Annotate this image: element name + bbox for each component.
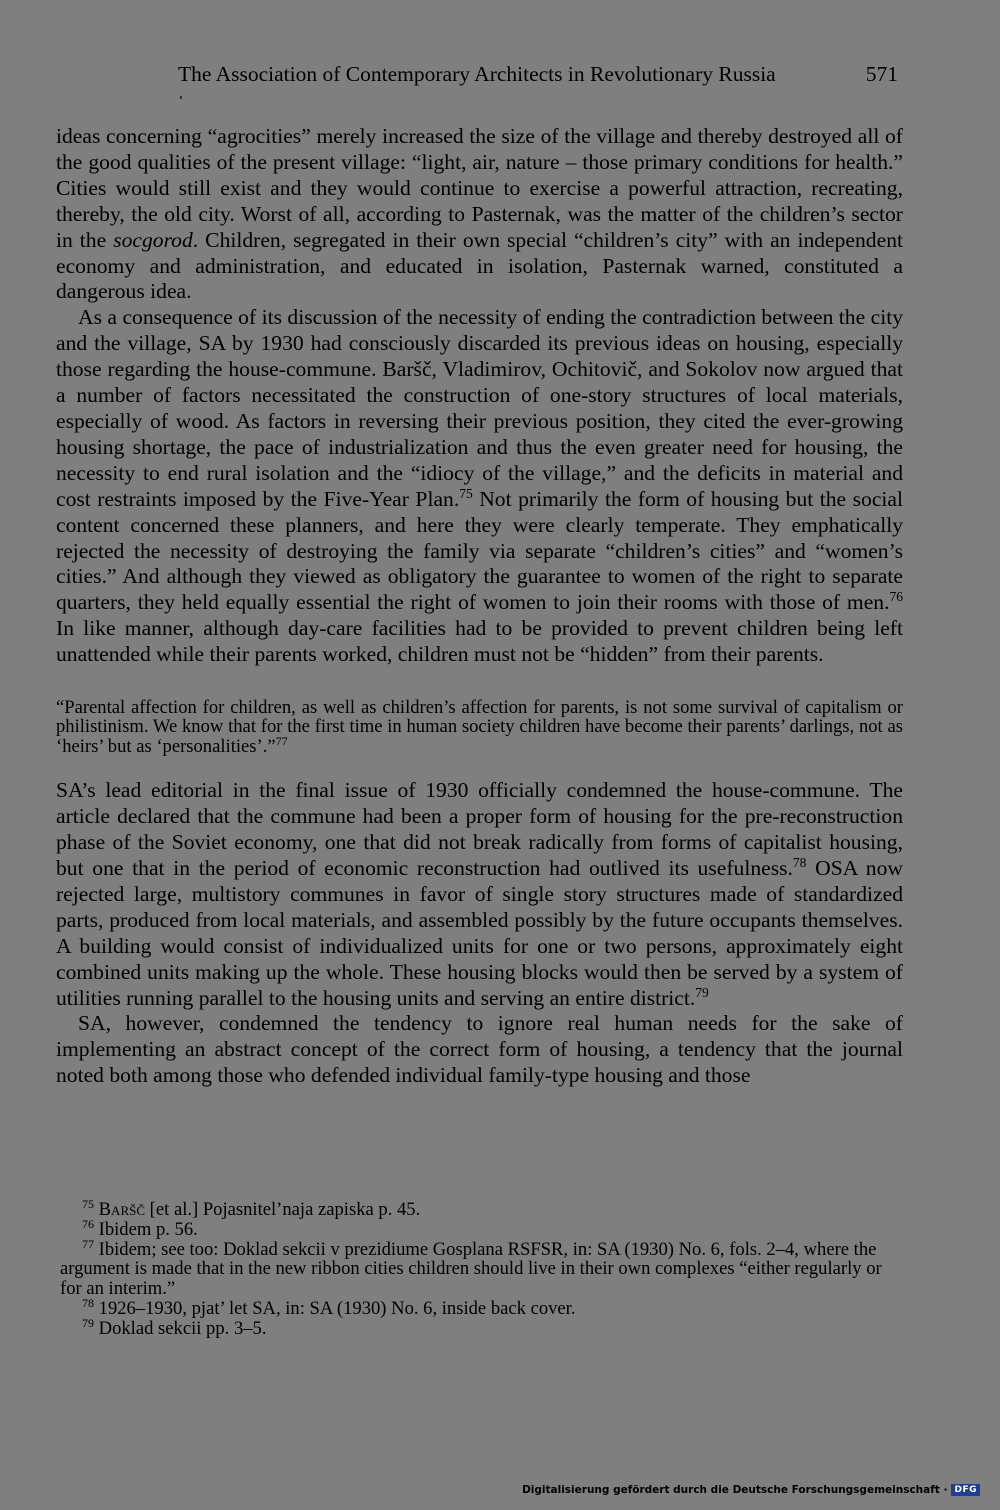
footnote-ref[interactable]: 77: [275, 733, 288, 748]
paragraph-4: SA, however, condemned the tendency to ignore real human needs for the sake of implementing an abstract concept of the correct form of housing, a tendency that the journal noted both among those who defended individual family-type housing and those: [56, 1011, 903, 1088]
footnote-ref[interactable]: 79: [695, 984, 709, 1000]
running-header: [178, 62, 898, 92]
footnote-number: 79: [82, 1315, 94, 1330]
running-title: The Association of Contemporary Architects in Revolutionary Russia: [178, 62, 776, 86]
credit-text: Digitalisierung gefördert durch die Deutsche Forschungsgemeinschaft ·: [522, 1484, 948, 1496]
footnote-ref[interactable]: 76: [889, 589, 903, 605]
footnote: $^{76}$ Ibidem p. 56.: [82, 1216, 198, 1240]
body-text: [56, 124, 903, 1089]
footnote-number: 77: [82, 1236, 94, 1251]
footnote-ref[interactable]: 75: [459, 485, 473, 501]
dfg-logo[interactable]: DFG: [951, 1484, 980, 1496]
footnote: $^{78}$ 1926–1930, pjat’ let SA, in: SA (1930) No. 6, inside back cover.: [82, 1295, 576, 1319]
footnote-number: 78: [82, 1295, 94, 1310]
block-quote: “Parental affection for children, as well as children’s affection for parents, is not some survival of capitalism or philistinism. We know that for the first time in human society children have become their parents’ darlings, not as ‘heirs’ but as ‘personalities’.”$^{77}$: [56, 697, 903, 757]
footnotes: [60, 1196, 907, 1339]
footnote-number: 75: [82, 1196, 94, 1211]
footnote: $^{75}$ Baršč [et al.] Pojasnitel’naja zapiska p. 45.: [82, 1196, 421, 1220]
footnote-ref[interactable]: 78: [792, 854, 807, 870]
footnote: $^{77}$ Ibidem; see too: Doklad sekcii v prezidiume Gosplana RSFSR, in: SA (1930) No. 6, fols. 2–4, where the argument is made that in the new ribbon cities children should live in their own complexes “either regularly or for an interim.”: [60, 1236, 882, 1300]
italic-term: socgorod: [113, 227, 193, 252]
scan-mark: [180, 96, 182, 99]
paragraph-2: As a consequence of its discussion of the necessity of ending the contradiction between the city and the village, SA by 1930 had consciously discarded its previous ideas on housing, especially those regarding the house-commune. Baršč, Vladimirov, Ochitovič, and Sokolov now argued that a number of factors necessitated the construction of one-story structures of local materials, especially of wood. As factors in reversing their previous position, they cited the ever-growing housing shortage, the pace of industrialization and thus the even greater need for housing, the necessity to end rural isolation and the “idiocy of the village,” and the deficits in material and cost restraints imposed by the Five-Year Plan.$^{75}$ Not primarily the form of housing but the social content concerned these planners, and here they were clearly temperate. They emphatically rejected the necessity of destroying the family via separate “children’s cities” and “women’s cities.” And although they viewed as obligatory the guarantee to women of the right to separate quarters, they held equally essential the right of women to join their rooms with those of men.$^{76}$ In like manner, although day-care facilities had to be provided to prevent children being left unattended while their parents worked, children must not be “hidden” from their parents.: [56, 305, 903, 667]
page-number: 571: [865, 62, 898, 86]
paragraph-3: SA’s lead editorial in the final issue of 1930 officially condemned the house-commune. The article declared that the commune had been a proper form of housing for the pre-reconstruction phase of the Soviet economy, one that did not break radically from forms of capitalist housing, but one that in the period of economic reconstruction had outlived its usefulness.$^{78}$ OSA now rejected large, multistory communes in favor of single story structures made of standardized parts, produced from local materials, and assembled possibly by the future occupants themselves. A building would consist of individualized units for one or two persons, approximately eight combined units making up the whole. These housing blocks would then be served by a system of utilities running parallel to the housing units and serving an entire district.$^{79}$: [56, 778, 903, 1010]
digitization-credit: [522, 1484, 980, 1496]
paragraph-1: ideas concerning “agrocities” merely increased the size of the village and thereby destroyed all of the good qualities of the present village: “light, air, nature – those primary conditions for health.” Cities would still exist and they would continue to exercise a powerful attraction, recreating, thereby, the old city. Worst of all, according to Pasternak, was the matter of the children’s sector in the socgorod. Children, segregated in their own special “children’s city” with an independent economy and administration, and educated in isolation, Pasternak warned, constituted a dangerous idea.: [56, 124, 903, 304]
footnote-number: 76: [82, 1216, 94, 1231]
footnote: $^{79}$ Doklad sekcii pp. 3–5.: [82, 1315, 267, 1339]
